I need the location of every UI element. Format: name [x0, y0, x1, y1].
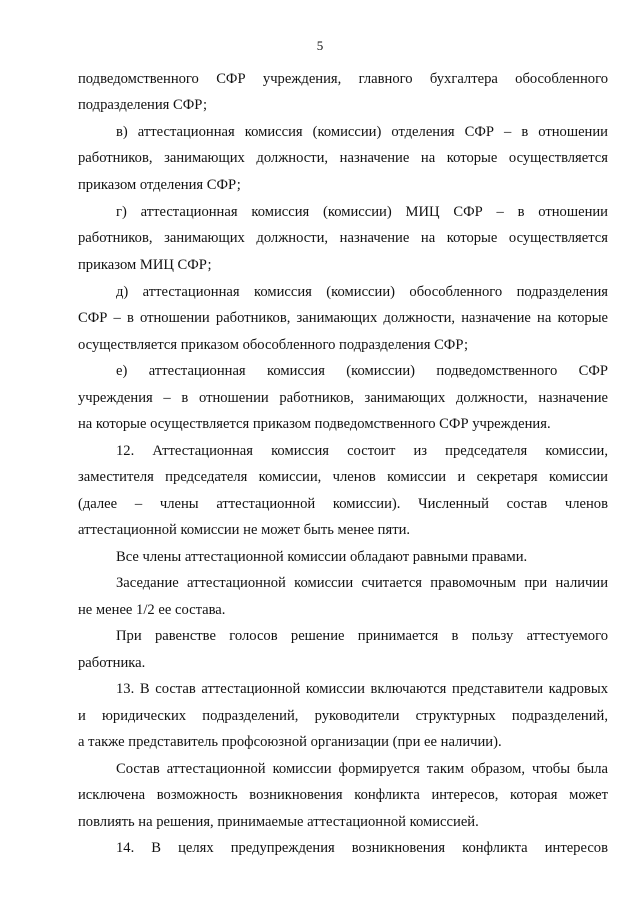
- text-line: и юридических подразделений, руководители структурных подразделений,: [78, 708, 608, 724]
- paragraph-line: Состав аттестационной комиссии формируется таким образом, чтобы была: [116, 761, 608, 777]
- list-item-v-line: в) аттестационная комиссия (комиссии) отделения СФР – в отношении: [116, 124, 608, 140]
- text-line: а также представитель профсоюзной организации (при ее наличии).: [78, 734, 502, 750]
- text-line: работников, занимающих должности, назначение на которые осуществляется: [78, 150, 608, 166]
- text-line: подразделения СФР;: [78, 97, 208, 113]
- text-line: исключена возможность возникновения конфликта интересов, которая может: [78, 787, 608, 803]
- text-line: приказом МИЦ СФР;: [78, 257, 212, 273]
- clause-13-line: 13. В состав аттестационной комиссии включаются представители кадровых: [116, 681, 608, 697]
- text-line: приказом отделения СФР;: [78, 177, 241, 193]
- text-line: работника.: [78, 655, 146, 671]
- paragraph-line: При равенстве голосов решение принимается в пользу аттестуемого: [116, 628, 608, 644]
- page-number: 5: [316, 38, 324, 53]
- text-line: осуществляется приказом обособленного подразделения СФР;: [78, 337, 469, 353]
- text-line: работников, занимающих должности, назначение на которые осуществляется: [78, 230, 608, 246]
- text-line: на которые осуществляется приказом подведомственного СФР учреждения.: [78, 416, 551, 432]
- text-line: (далее – члены аттестационной комиссии). Численный состав членов: [78, 496, 608, 512]
- clause-12-line: 12. Аттестационная комиссия состоит из председателя комиссии,: [116, 443, 608, 459]
- text-line: заместителя председателя комиссии, членов комиссии и секретаря комиссии: [78, 469, 608, 485]
- text-line: не менее 1/2 ее состава.: [78, 602, 226, 618]
- list-item-g-line: г) аттестационная комиссия (комиссии) МИЦ СФР – в отношении: [116, 204, 608, 220]
- text-line: подведомственного СФР учреждения, главного бухгалтера обособленного: [78, 71, 608, 87]
- text-line: повлиять на решения, принимаемые аттестационной комиссией.: [78, 814, 479, 830]
- list-item-d-line: д) аттестационная комиссия (комиссии) обособленного подразделения: [116, 284, 608, 300]
- list-item-e-line: е) аттестационная комиссия (комиссии) подведомственного СФР: [116, 363, 608, 379]
- text-line: учреждения – в отношении работников, занимающих должности, назначение: [78, 390, 608, 406]
- text-line: СФР – в отношении работников, занимающих должности, назначение на которые: [78, 310, 608, 326]
- paragraph-line: Все члены аттестационной комиссии обладают равными правами.: [116, 549, 528, 565]
- text-line: аттестационной комиссии не может быть менее пяти.: [78, 522, 411, 538]
- clause-14-line: 14. В целях предупреждения возникновения конфликта интересов: [116, 840, 608, 856]
- paragraph-line: Заседание аттестационной комиссии считается правомочным при наличии: [116, 575, 608, 591]
